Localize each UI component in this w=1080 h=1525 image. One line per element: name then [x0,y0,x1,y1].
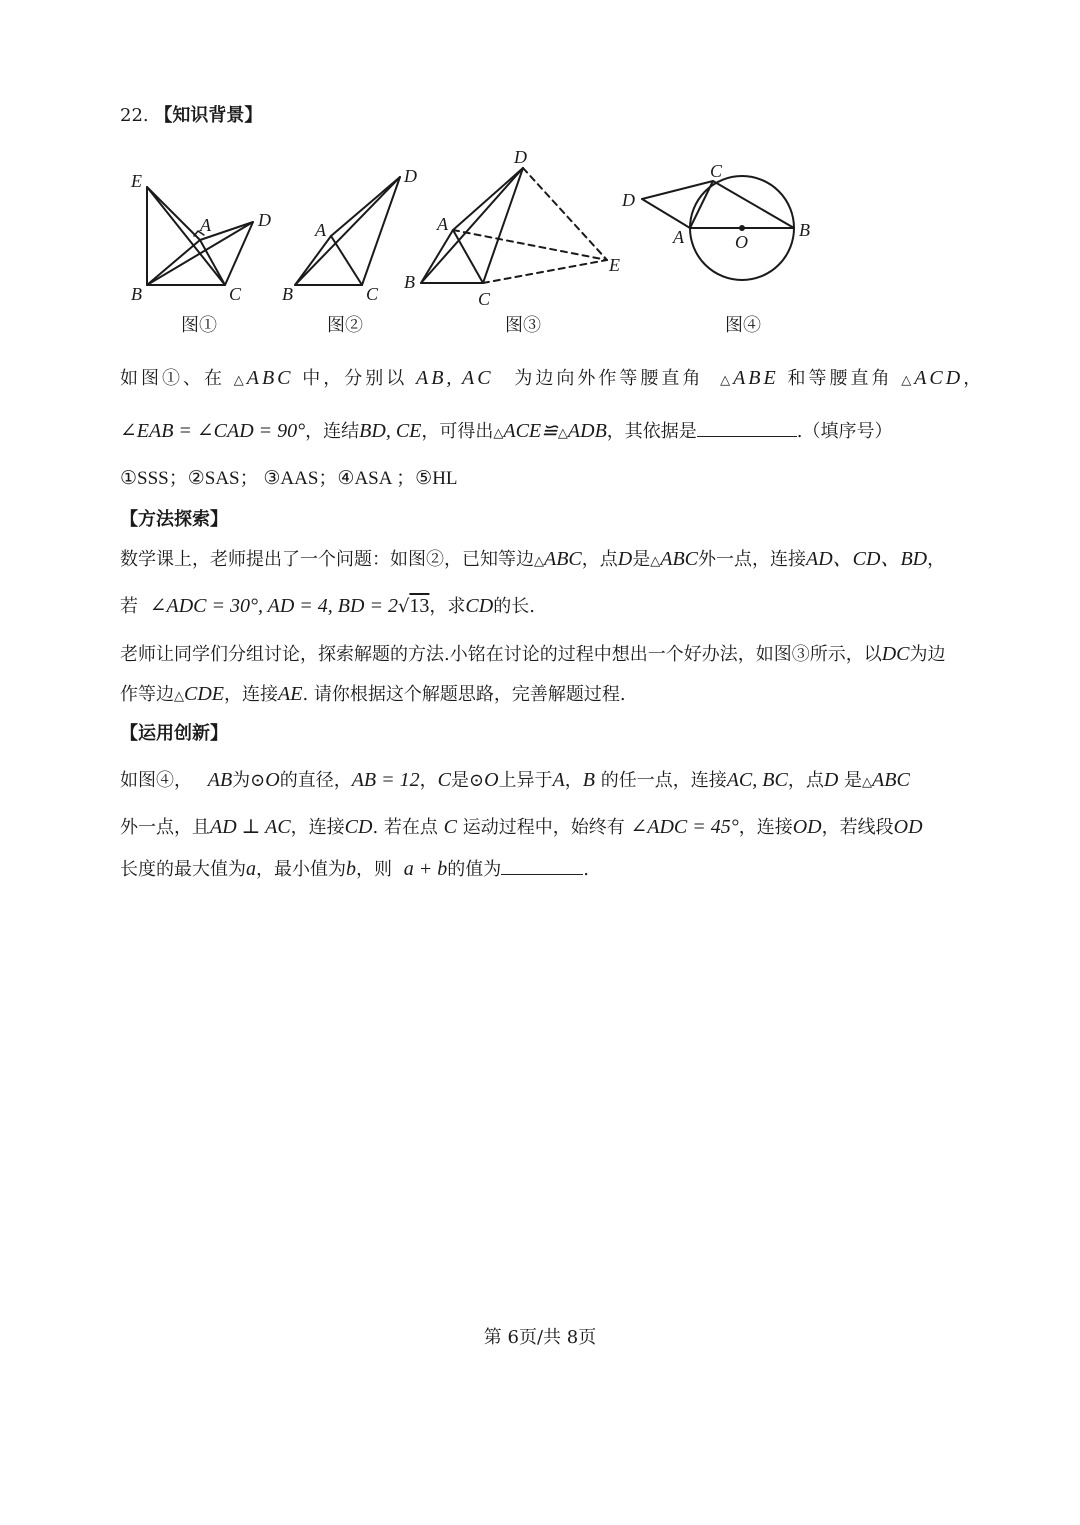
math: ABC [660,548,699,570]
fig1-label-D: D [258,210,271,230]
paragraph-3-line-2 [120,684,626,704]
text: ， [419,770,438,791]
math: AB = 12 [351,769,420,791]
math: ∠EAB = ∠CAD = 90° [120,420,306,442]
fig2-label-C: C [366,284,379,304]
fig3-label-B: B [404,272,415,292]
math: BD, CE [359,420,422,442]
math: B [582,769,595,791]
paragraph-4-line-3 [120,859,589,879]
fig3-label-C: C [478,289,491,309]
math: O [265,769,280,791]
math: OD [792,816,822,838]
fig1-label-B: B [131,284,142,304]
fig1-caption: 图① [181,315,217,335]
math: ACD [914,367,964,389]
math: 13 [409,595,430,617]
fig2-caption: 图② [327,315,363,335]
math: a + b [403,858,448,880]
text: ，连结 [305,421,360,442]
text: 长度的最大值为 [120,859,246,880]
triangle-symbol: △ [534,554,544,569]
fig4-label-O: O [735,232,748,252]
fig3-label-E: E [609,255,620,275]
triangle-symbol: △ [233,373,247,388]
text: 的长. [493,596,535,617]
math: AB, AC [415,367,494,389]
fig4-caption: 图④ [725,315,761,335]
text: ，求 [429,596,466,617]
text: . 若在点 [372,817,438,838]
answer-blank-2[interactable] [501,874,583,875]
triangle-symbol: △ [862,775,873,790]
problem-number: 22. [120,105,149,126]
fig1-label-E: E [131,171,142,191]
text: 为⊙ [232,770,266,791]
text: 数学课上，老师提出了一个问题：如图②，已知等边 [120,549,534,570]
paragraph-1-line-1 [120,368,984,388]
text: ，最小值为 [256,859,346,880]
sqrt-symbol: √ [397,596,410,617]
text: 中，分别以 [302,368,408,389]
triangle-symbol: △ [174,689,184,704]
math: D [823,769,839,791]
math: OD [893,816,923,838]
text: ，连接 [224,684,278,705]
math: ABE [733,367,779,389]
math: D [617,548,633,570]
options-line [120,469,458,488]
text: 上异于 [498,770,553,791]
text: . [583,859,589,880]
text: 和等腰直角 [787,368,893,389]
triangle-symbol: △ [650,554,661,569]
text: 外一点，连接 [698,549,807,570]
text: ，连接 [290,817,345,838]
text: ，可得出 [421,421,494,442]
text: ， [927,549,946,570]
text: ， [963,368,985,389]
triangle-symbol: △ [901,373,915,388]
text: ，点 [787,770,824,791]
text: 的任一点，连接 [600,770,727,791]
math: ADB [567,420,607,442]
math: CD [465,595,494,617]
paragraph-4-line-1 [120,770,910,790]
math: b [346,858,356,880]
text: 是 [844,770,863,791]
text: 为边向外作等腰直角 [514,368,704,389]
text: ，连接 [738,817,793,838]
math: ∠ADC = 45° [630,816,739,838]
math: CDE [184,683,224,705]
math: ABC [246,367,294,389]
fig4-label-C: C [710,161,723,181]
text: 外一点，且 [120,817,210,838]
paragraph-3-line-1 [120,644,946,664]
fig2-label-D: D [404,166,417,186]
text: ，则 [356,859,392,880]
text: ， [564,770,583,791]
figure-1 [147,187,253,285]
text: .（填序号） [796,421,893,442]
math: ABC [872,769,910,791]
text: ，其依据是 [606,421,697,442]
text: 为边 [909,644,946,665]
options-text: ①SSS；②SAS； ③AAS；④ASA ；⑤HL [120,468,458,489]
math: AB [207,769,233,791]
fig1-label-A: A [200,215,211,235]
text: 如图④， [120,770,192,791]
math: O [484,769,499,791]
math: CD [344,816,373,838]
fig4-label-D: D [622,190,635,210]
fig3-label-D: D [514,147,527,167]
figure-2 [295,177,400,285]
section-title-background: 【知识背景】 [154,105,263,126]
text: 作等边 [120,684,174,705]
math: C [443,816,457,838]
fig3-label-A: A [437,214,448,234]
section-title-innovation: 【运用创新】 [120,723,228,744]
fig4-label-A: A [673,227,684,247]
text: . 请你根据这个解题思路，完善解题过程. [302,684,626,705]
math: AE [278,683,303,705]
text: 是 [632,549,651,570]
triangle-symbol: △ [557,426,568,441]
paragraph-1-line-2 [120,421,893,441]
text: 是⊙ [451,770,485,791]
text: 的直径， [279,770,352,791]
math: A [552,769,565,791]
math: ∠ADC = 30°, AD = 4, BD = 2 [149,595,398,617]
paragraph-2-line-1 [120,549,945,569]
text: 运动过程中，始终有 [462,817,625,838]
text: 老师让同学们分组讨论，探索解题的方法.小铭在讨论的过程中想出一个好办法，如图③所示，以 [120,644,882,665]
math: ACE≌ [503,420,558,442]
paragraph-2-line-2 [120,596,535,616]
answer-blank-1[interactable] [697,436,797,437]
page-footer: 第 6页/共 8页 [483,1327,597,1348]
paragraph-4-line-2 [120,817,923,837]
math: AD、CD、BD [806,548,928,570]
fig1-label-C: C [229,284,242,304]
math: DC [881,643,910,665]
section-title-method: 【方法探索】 [120,509,228,530]
math: AC, BC [726,769,788,791]
math: AD ⊥ AC [210,816,291,838]
figure-3 [421,168,607,283]
text: 如图①、在 [120,368,225,389]
math: a [246,858,256,880]
math: ABC [544,548,582,570]
fig3-caption: 图③ [505,315,541,335]
triangle-symbol: △ [493,426,504,441]
fig2-label-A: A [315,220,326,240]
fig2-label-B: B [282,284,293,304]
triangle-symbol: △ [720,373,734,388]
math: C [437,769,451,791]
figure-4 [642,176,794,280]
fig4-label-B: B [799,220,810,240]
figures [0,0,1080,350]
text: 若 [120,596,138,617]
text: ，点 [581,549,618,570]
text: 的值为 [447,859,502,880]
text: ，若线段 [821,817,894,838]
